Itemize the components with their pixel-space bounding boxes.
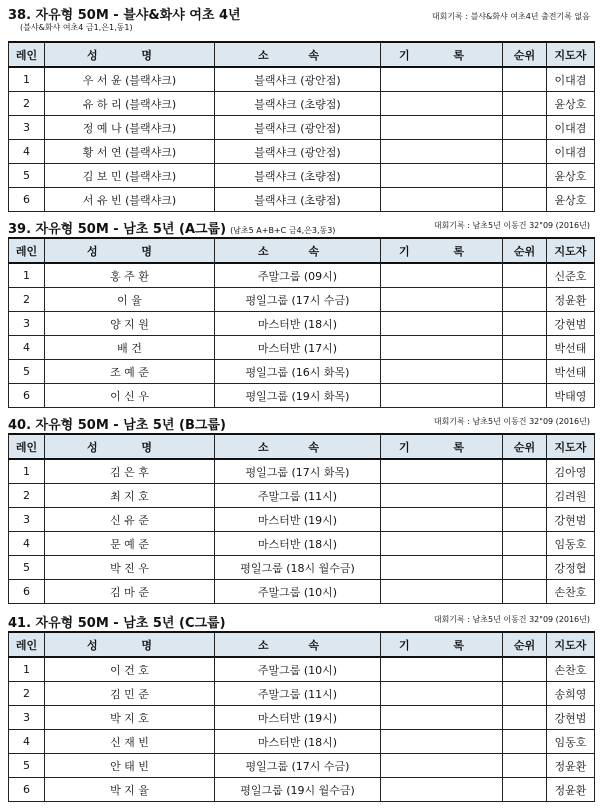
cell-aff: 블랙샤크 (초량점) — [215, 164, 381, 188]
cell-rec — [381, 730, 503, 754]
heat-table — [8, 631, 595, 802]
header-lane: 레인 — [9, 632, 45, 657]
cell-name: 조 예 준 — [45, 360, 215, 384]
cell-rec — [381, 384, 503, 408]
heat-table — [8, 237, 595, 408]
table-row — [9, 682, 595, 706]
header-name: 성 명 — [45, 42, 215, 67]
event-title — [8, 218, 335, 237]
cell-coach: 강현범 — [547, 312, 595, 336]
cell-lane: 6 — [9, 188, 45, 212]
header-aff: 소 속 — [215, 434, 381, 459]
header-name: 성 명 — [45, 434, 215, 459]
table-row — [9, 778, 595, 802]
cell-rec — [381, 778, 503, 802]
cell-rank — [503, 263, 547, 288]
event-record: 대회기록 : 블샤&화샤 여초4년 출전기록 없음 — [431, 12, 590, 21]
header-lane: 레인 — [9, 434, 45, 459]
cell-name: 홍 주 환 — [45, 263, 215, 288]
header-rec: 기 록 — [381, 434, 503, 459]
cell-rank — [503, 459, 547, 484]
table-row — [9, 360, 595, 384]
cell-coach: 박선태 — [547, 336, 595, 360]
cell-coach: 정윤환 — [547, 778, 595, 802]
cell-lane: 5 — [9, 360, 45, 384]
cell-name: 신 재 빈 — [45, 730, 215, 754]
cell-aff: 마스터반 (18시) — [215, 312, 381, 336]
header-coach: 지도자 — [547, 238, 595, 263]
cell-aff: 주말그룹 (10시) — [215, 580, 381, 604]
cell-rec — [381, 706, 503, 730]
table-row — [9, 580, 595, 604]
cell-coach: 신준호 — [547, 263, 595, 288]
table-row — [9, 657, 595, 682]
event-subtitle: (남초5 A+B+C 금4,은3,동3) — [230, 226, 336, 235]
event-title-text: 38. 자유형 50M - 블샤&화샤 여초 4년 — [8, 8, 241, 23]
cell-name: 김 은 후 — [45, 459, 215, 484]
table-row — [9, 312, 595, 336]
table-row — [9, 116, 595, 140]
cell-aff: 평일그룹 (19시 월수금) — [215, 778, 381, 802]
cell-name: 신 유 준 — [45, 508, 215, 532]
cell-rank — [503, 360, 547, 384]
cell-lane: 4 — [9, 336, 45, 360]
cell-name: 황 서 연 (블랙샤크) — [45, 140, 215, 164]
event-title — [8, 612, 226, 631]
cell-coach: 박선태 — [547, 360, 595, 384]
cell-name: 박 지 율 — [45, 778, 215, 802]
cell-aff: 마스터반 (19시) — [215, 706, 381, 730]
cell-aff: 블랙샤크 (초량점) — [215, 92, 381, 116]
cell-rank — [503, 754, 547, 778]
cell-lane: 4 — [9, 730, 45, 754]
cell-name: 이 신 우 — [45, 384, 215, 408]
cell-name: 문 예 준 — [45, 532, 215, 556]
event-record: 대회기록 : 남초5년 이동건 32"09 (2016년) — [433, 615, 590, 624]
cell-rec — [381, 657, 503, 682]
cell-coach: 강현범 — [547, 706, 595, 730]
cell-aff: 마스터반 (17시) — [215, 336, 381, 360]
table-row — [9, 484, 595, 508]
cell-rec — [381, 116, 503, 140]
cell-aff: 마스터반 (19시) — [215, 508, 381, 532]
cell-lane: 3 — [9, 312, 45, 336]
table-row — [9, 706, 595, 730]
event-title-text: 41. 자유형 50M - 남초 5년 (C그룹) — [8, 616, 226, 631]
table-row — [9, 92, 595, 116]
cell-rec — [381, 140, 503, 164]
cell-rank — [503, 778, 547, 802]
header-rank: 순위 — [503, 238, 547, 263]
cell-rec — [381, 580, 503, 604]
cell-rank — [503, 532, 547, 556]
cell-name: 김 마 준 — [45, 580, 215, 604]
cell-aff: 주말그룹 (11시) — [215, 484, 381, 508]
table-header-row — [9, 42, 595, 67]
cell-rec — [381, 484, 503, 508]
table-row — [9, 384, 595, 408]
header-coach: 지도자 — [547, 632, 595, 657]
cell-coach: 이대겸 — [547, 116, 595, 140]
header-aff: 소 속 — [215, 238, 381, 263]
cell-rank — [503, 384, 547, 408]
cell-rank — [503, 116, 547, 140]
cell-aff: 주말그룹 (09시) — [215, 263, 381, 288]
table-header-row — [9, 238, 595, 263]
table-row — [9, 140, 595, 164]
cell-rec — [381, 754, 503, 778]
event-medal-note: (블샤&화샤 여초4 금1,은1,동1) — [20, 23, 133, 32]
cell-rec — [381, 288, 503, 312]
cell-rank — [503, 730, 547, 754]
cell-rank — [503, 188, 547, 212]
header-lane: 레인 — [9, 238, 45, 263]
table-row — [9, 459, 595, 484]
cell-lane: 3 — [9, 508, 45, 532]
cell-lane: 2 — [9, 92, 45, 116]
cell-coach: 윤상호 — [547, 92, 595, 116]
cell-rank — [503, 140, 547, 164]
cell-coach: 송희영 — [547, 682, 595, 706]
table-row — [9, 730, 595, 754]
cell-name: 김 보 민 (블랙샤크) — [45, 164, 215, 188]
table-row — [9, 164, 595, 188]
cell-name: 박 지 호 — [45, 706, 215, 730]
cell-lane: 1 — [9, 459, 45, 484]
event-title — [8, 4, 241, 23]
cell-rec — [381, 188, 503, 212]
cell-coach: 윤상호 — [547, 188, 595, 212]
cell-aff: 평일그룹 (19시 화목) — [215, 384, 381, 408]
cell-lane: 3 — [9, 116, 45, 140]
cell-lane: 6 — [9, 580, 45, 604]
header-rec: 기 록 — [381, 42, 503, 67]
cell-coach: 윤상호 — [547, 164, 595, 188]
cell-name: 김 민 준 — [45, 682, 215, 706]
header-name: 성 명 — [45, 238, 215, 263]
cell-name: 양 지 원 — [45, 312, 215, 336]
cell-coach: 강정협 — [547, 556, 595, 580]
cell-rank — [503, 336, 547, 360]
header-coach: 지도자 — [547, 434, 595, 459]
table-row — [9, 288, 595, 312]
cell-aff: 마스터반 (18시) — [215, 532, 381, 556]
cell-coach: 손찬호 — [547, 580, 595, 604]
cell-coach: 손찬호 — [547, 657, 595, 682]
cell-lane: 6 — [9, 778, 45, 802]
cell-rank — [503, 67, 547, 92]
cell-name: 서 유 빈 (블랙샤크) — [45, 188, 215, 212]
header-lane: 레인 — [9, 42, 45, 67]
cell-rank — [503, 164, 547, 188]
table-row — [9, 754, 595, 778]
cell-aff: 평일그룹 (17시 수금) — [215, 288, 381, 312]
header-name: 성 명 — [45, 632, 215, 657]
cell-rec — [381, 508, 503, 532]
event-title-text: 40. 자유형 50M - 남초 5년 (B그룹) — [8, 418, 226, 433]
cell-rank — [503, 508, 547, 532]
cell-rank — [503, 580, 547, 604]
cell-coach: 임동호 — [547, 730, 595, 754]
cell-coach: 김려원 — [547, 484, 595, 508]
cell-rec — [381, 682, 503, 706]
cell-name: 최 지 호 — [45, 484, 215, 508]
table-row — [9, 532, 595, 556]
header-rank: 순위 — [503, 632, 547, 657]
cell-lane: 6 — [9, 384, 45, 408]
event-record: 대회기록 : 남초5년 이동건 32"09 (2016년) — [433, 417, 590, 426]
cell-rank — [503, 484, 547, 508]
header-rank: 순위 — [503, 42, 547, 67]
cell-lane: 1 — [9, 657, 45, 682]
cell-name: 이 율 — [45, 288, 215, 312]
cell-rec — [381, 532, 503, 556]
cell-rank — [503, 706, 547, 730]
cell-rec — [381, 92, 503, 116]
table-row — [9, 336, 595, 360]
cell-coach: 이대겸 — [547, 140, 595, 164]
cell-aff: 마스터반 (18시) — [215, 730, 381, 754]
table-row — [9, 556, 595, 580]
cell-aff: 주말그룹 (11시) — [215, 682, 381, 706]
heat-table — [8, 41, 595, 212]
cell-aff: 주말그룹 (10시) — [215, 657, 381, 682]
cell-rec — [381, 556, 503, 580]
cell-rank — [503, 657, 547, 682]
cell-coach: 정윤환 — [547, 754, 595, 778]
cell-name: 배 건 — [45, 336, 215, 360]
cell-rec — [381, 459, 503, 484]
cell-rec — [381, 67, 503, 92]
cell-lane: 2 — [9, 484, 45, 508]
header-aff: 소 속 — [215, 632, 381, 657]
cell-lane: 5 — [9, 164, 45, 188]
cell-rank — [503, 556, 547, 580]
heat-table — [8, 433, 595, 604]
cell-lane: 4 — [9, 532, 45, 556]
cell-coach: 강현범 — [547, 508, 595, 532]
cell-aff: 블랙샤크 (초량점) — [215, 188, 381, 212]
table-row — [9, 188, 595, 212]
header-rec: 기 록 — [381, 632, 503, 657]
cell-rank — [503, 288, 547, 312]
cell-coach: 김아영 — [547, 459, 595, 484]
table-row — [9, 67, 595, 92]
table-row — [9, 508, 595, 532]
cell-coach: 정윤환 — [547, 288, 595, 312]
cell-lane: 2 — [9, 288, 45, 312]
table-header-row — [9, 632, 595, 657]
cell-lane: 2 — [9, 682, 45, 706]
cell-rec — [381, 336, 503, 360]
table-row — [9, 263, 595, 288]
cell-name: 정 예 나 (블랙샤크) — [45, 116, 215, 140]
cell-name: 유 하 리 (블랙샤크) — [45, 92, 215, 116]
cell-name: 안 태 빈 — [45, 754, 215, 778]
header-rec: 기 록 — [381, 238, 503, 263]
header-rank: 순위 — [503, 434, 547, 459]
cell-rec — [381, 360, 503, 384]
cell-coach: 박태영 — [547, 384, 595, 408]
cell-aff: 평일그룹 (16시 화목) — [215, 360, 381, 384]
cell-coach: 이대겸 — [547, 67, 595, 92]
cell-rank — [503, 682, 547, 706]
event-title — [8, 414, 226, 433]
cell-rec — [381, 164, 503, 188]
header-coach: 지도자 — [547, 42, 595, 67]
cell-name: 우 서 윤 (블랙샤크) — [45, 67, 215, 92]
event-title-text: 39. 자유형 50M - 남초 5년 (A그룹) — [8, 222, 227, 237]
cell-rec — [381, 312, 503, 336]
cell-rank — [503, 92, 547, 116]
cell-lane: 1 — [9, 67, 45, 92]
event-record: 대회기록 : 남초5년 이동건 32"09 (2016년) — [433, 221, 590, 230]
header-aff: 소 속 — [215, 42, 381, 67]
cell-coach: 임동호 — [547, 532, 595, 556]
cell-name: 이 건 호 — [45, 657, 215, 682]
cell-rec — [381, 263, 503, 288]
cell-aff: 평일그룹 (17시 수금) — [215, 754, 381, 778]
cell-lane: 5 — [9, 556, 45, 580]
cell-aff: 블랙샤크 (광안점) — [215, 140, 381, 164]
cell-rank — [503, 312, 547, 336]
cell-lane: 1 — [9, 263, 45, 288]
cell-aff: 평일그룹 (17시 화목) — [215, 459, 381, 484]
cell-aff: 블랙샤크 (광안점) — [215, 67, 381, 92]
cell-lane: 3 — [9, 706, 45, 730]
table-header-row — [9, 434, 595, 459]
cell-name: 박 진 우 — [45, 556, 215, 580]
cell-lane: 5 — [9, 754, 45, 778]
cell-aff: 평일그룹 (18시 월수금) — [215, 556, 381, 580]
cell-aff: 블랙샤크 (광안점) — [215, 116, 381, 140]
cell-lane: 4 — [9, 140, 45, 164]
